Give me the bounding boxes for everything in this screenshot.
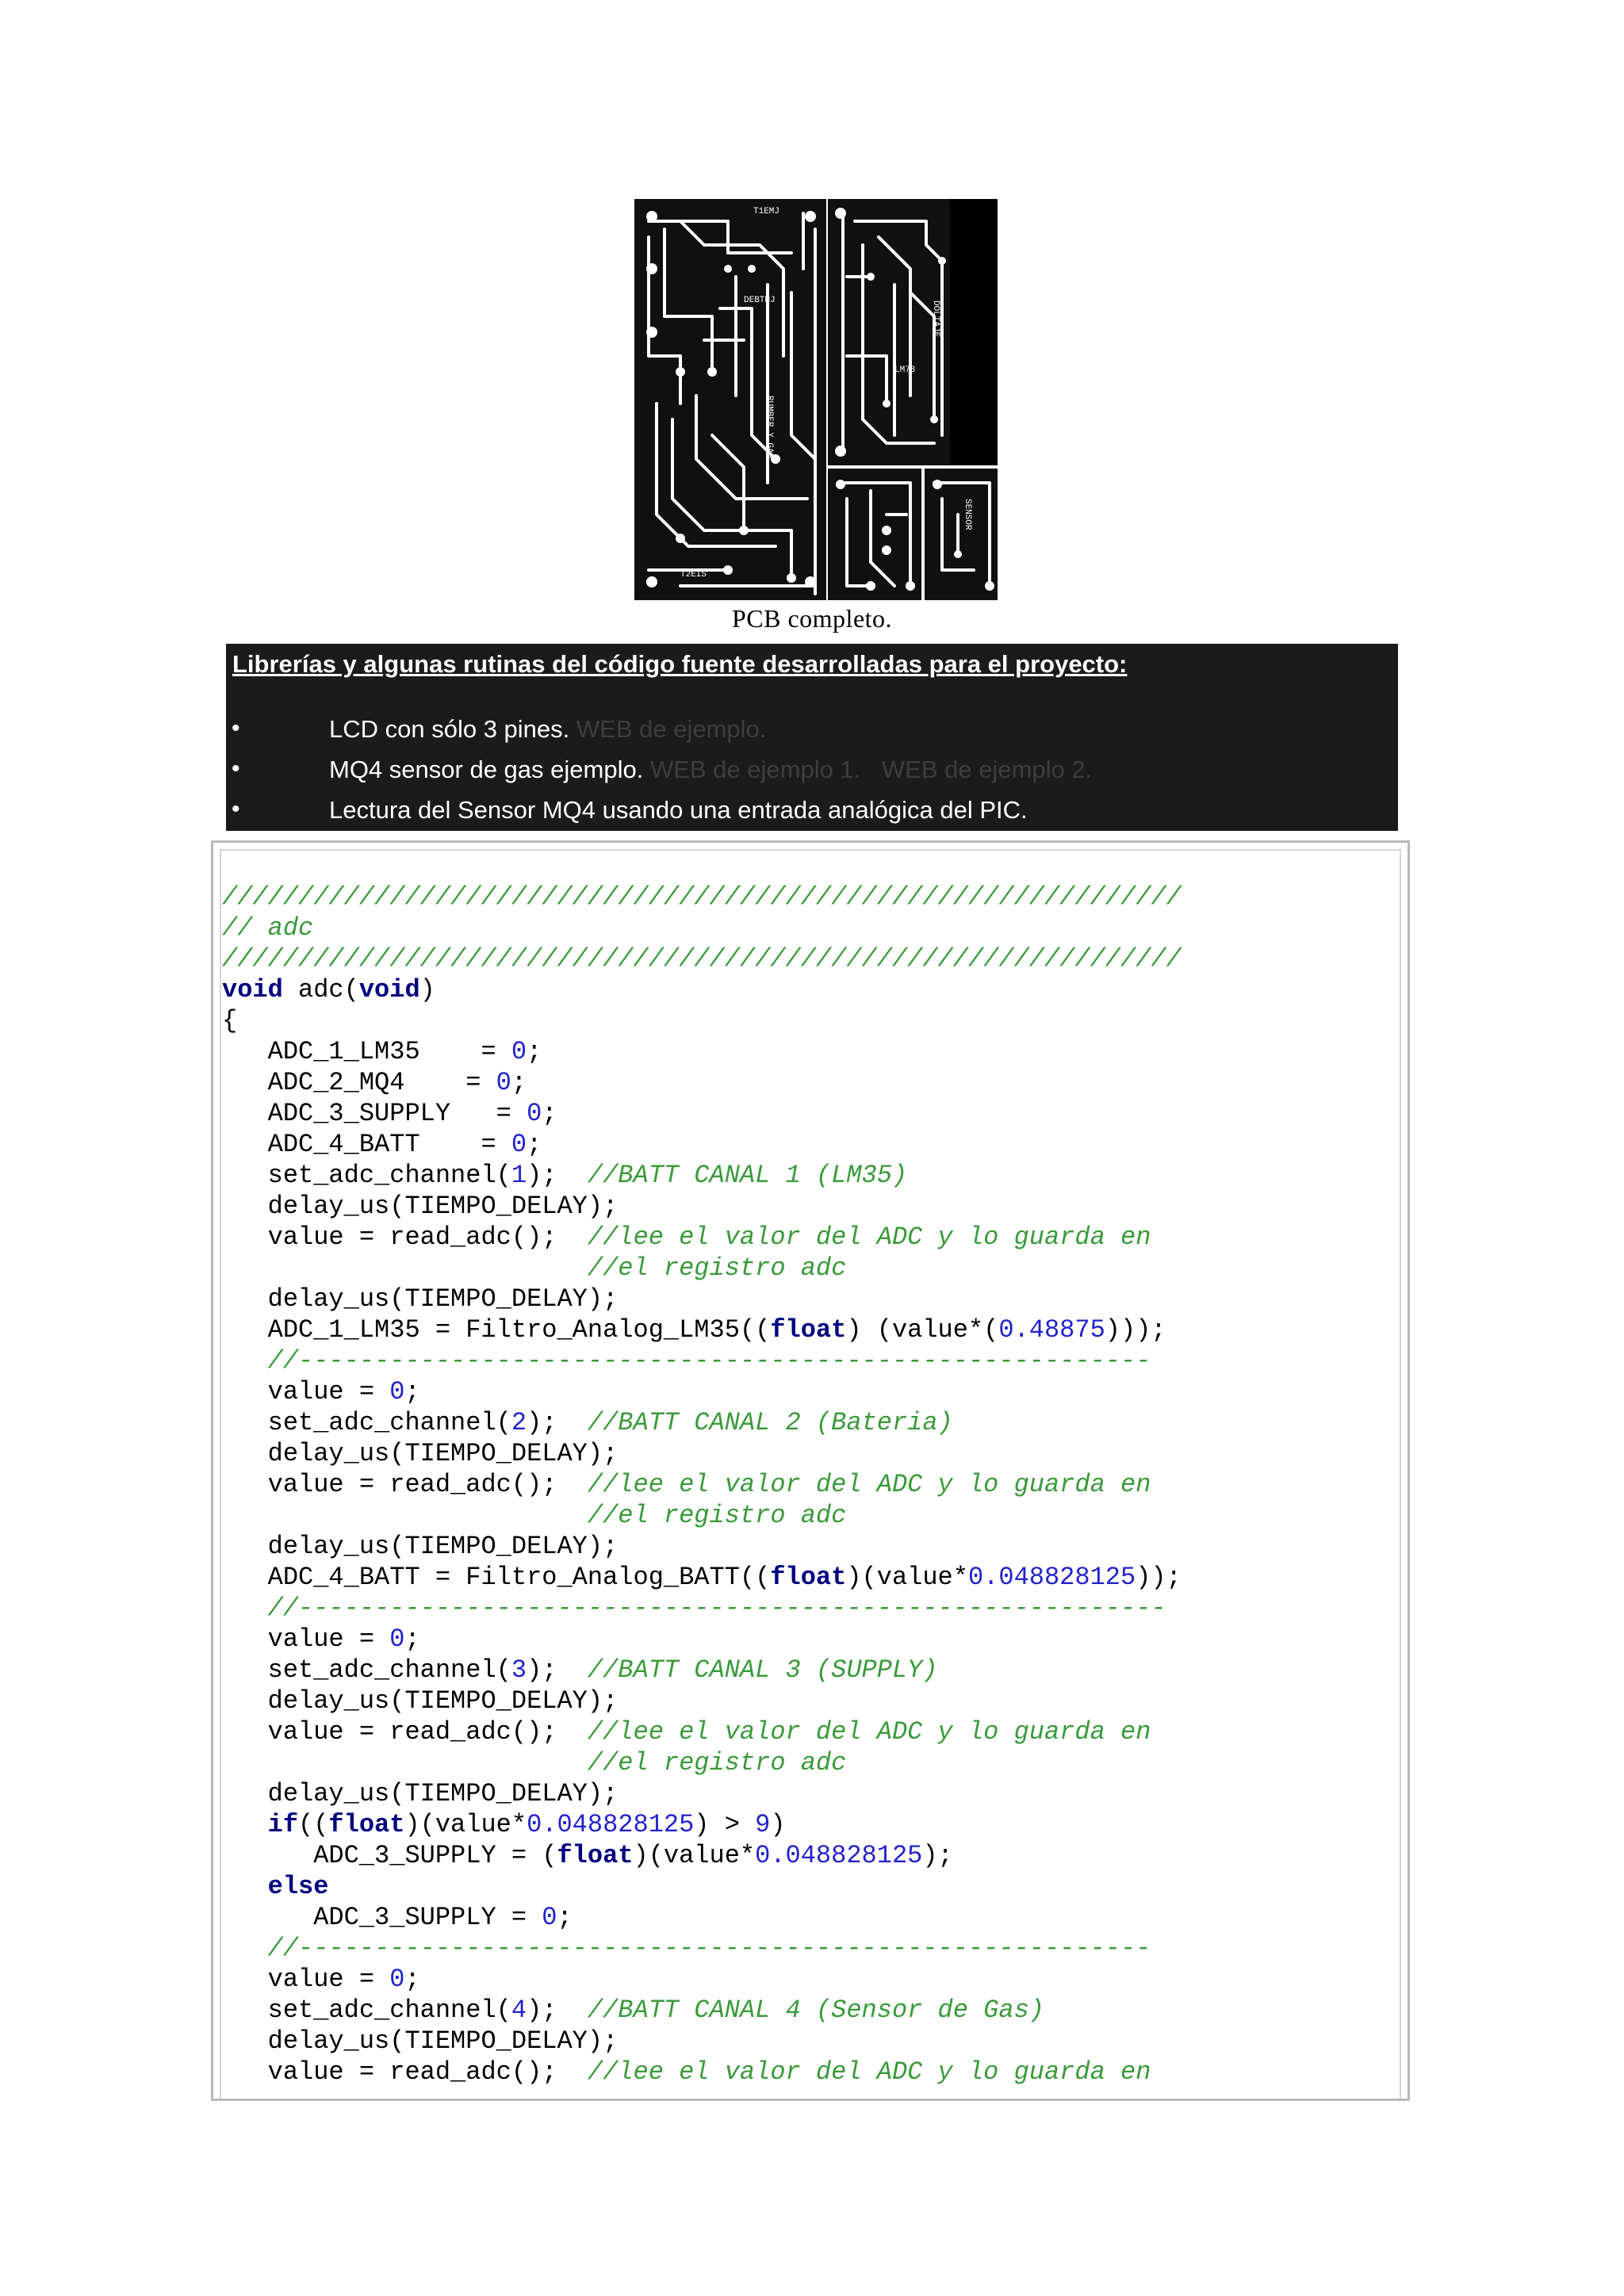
code-token: 1 <box>511 1161 527 1190</box>
code-line <box>222 1716 1182 1747</box>
code-token: ; <box>527 1130 542 1159</box>
bullet-text: Lectura del Sensor MQ4 usando una entrada analógica del PIC. <box>329 796 1028 824</box>
code-token: 0 <box>496 1068 511 1097</box>
code-token: //el registro adc <box>587 1748 847 1777</box>
code-token: delay_us(TIEMPO_DELAY); <box>222 1532 619 1561</box>
code-token: ADC_3_SUPPLY = ( <box>222 1841 557 1870</box>
code-line <box>222 882 1182 913</box>
code-line <box>222 1407 1182 1438</box>
link-web-ejemplo-2[interactable]: WEB de ejemplo 2. <box>881 756 1093 783</box>
svg-text:DEBTMJ: DEBTMJ <box>744 296 776 305</box>
code-token: void <box>222 975 283 1004</box>
code-line <box>222 943 1182 974</box>
code-token: { <box>222 1006 238 1035</box>
code-token: 9 <box>755 1810 771 1839</box>
code-line <box>222 1871 1182 1902</box>
code-line <box>222 1469 1182 1500</box>
code-line <box>222 1995 1182 2026</box>
code-line <box>222 1160 1182 1191</box>
code-token: delay_us(TIEMPO_DELAY); <box>222 2026 619 2056</box>
code-token: 0.48875 <box>998 1315 1105 1345</box>
code-token: ); <box>527 1655 588 1685</box>
code-token: ; <box>542 1099 557 1128</box>
code-token: ADC_1_LM35 = <box>222 1037 511 1066</box>
libraries-box <box>226 644 1398 831</box>
code-token: ADC_1_LM35 = Filtro_Analog_LM35(( <box>222 1315 771 1345</box>
code-line <box>222 1686 1182 1716</box>
code-token: value = read_adc(); <box>222 1223 588 1252</box>
code-token: float <box>328 1810 405 1839</box>
code-token: 0.048828125 <box>967 1563 1136 1592</box>
bullet-mq4 <box>226 756 1398 790</box>
code-token: ))); <box>1105 1315 1166 1345</box>
code-line <box>222 1964 1182 1995</box>
code-token: 4 <box>511 1996 527 2025</box>
code-line <box>222 913 1182 943</box>
bullet-dot-icon: • <box>232 756 240 782</box>
code-token: (( <box>298 1810 329 1839</box>
code-token: 0 <box>389 1624 405 1654</box>
code-token: 0 <box>527 1099 542 1128</box>
code-token: ); <box>527 1161 588 1190</box>
code-token: //el registro adc <box>587 1501 847 1530</box>
bullet-lectura <box>226 796 1398 831</box>
code-token: ADC_4_BATT = <box>222 1130 511 1159</box>
code-line <box>222 1778 1182 1809</box>
code-line <box>222 1345 1182 1376</box>
code-token: ADC_3_SUPPLY = <box>222 1099 527 1128</box>
code-token: /////////////////////////////////////////////////////////////// <box>222 944 1182 974</box>
code-token: //lee el valor del ADC y lo guarda en <box>587 1223 1151 1252</box>
code-token: 0 <box>389 1377 405 1406</box>
code-line <box>222 1067 1182 1098</box>
code-token: //-------------------------------------------------------- <box>222 1346 1151 1376</box>
code-token: /////////////////////////////////////////////////////////////// <box>222 882 1182 912</box>
code-token: delay_us(TIEMPO_DELAY); <box>222 1439 619 1468</box>
code-token: ); <box>527 1996 588 2025</box>
code-token: ) <box>419 975 435 1004</box>
bullet-dot-icon: • <box>232 715 240 741</box>
code-token: //lee el valor del ADC y lo guarda en <box>587 1717 1151 1747</box>
code-token: 0 <box>389 1965 405 1994</box>
code-token: )(value* <box>846 1563 968 1592</box>
code-line <box>222 1253 1182 1284</box>
code-token: value = read_adc(); <box>222 2057 588 2087</box>
code-token: if <box>267 1810 299 1839</box>
code-token: ) (value*( <box>846 1315 999 1345</box>
code-token: ; <box>557 1903 573 1932</box>
code-token: ; <box>511 1068 527 1097</box>
code-token: delay_us(TIEMPO_DELAY); <box>222 1686 619 1716</box>
code-token: adc( <box>282 975 359 1004</box>
code-token: float <box>770 1563 847 1592</box>
code-token: 0.048828125 <box>527 1810 695 1839</box>
code-token: //BATT CANAL 2 (Bateria) <box>587 1408 953 1437</box>
code-token: else <box>267 1872 329 1901</box>
code-token: set_adc_channel( <box>222 1408 511 1437</box>
bullet-text: MQ4 sensor de gas ejemplo. <box>329 756 644 783</box>
code-token: 2 <box>511 1408 527 1437</box>
svg-text:SENSOR: SENSOR <box>963 499 972 530</box>
code-token: // adc <box>222 913 314 943</box>
code-line <box>222 1222 1182 1253</box>
code-token: float <box>557 1841 634 1870</box>
code-token: //BATT CANAL 3 (SUPPLY) <box>587 1655 938 1685</box>
code-line <box>222 2026 1182 2057</box>
code-token: ADC_2_MQ4 = <box>222 1068 496 1097</box>
code-line <box>222 1593 1182 1624</box>
code-token: set_adc_channel( <box>222 1996 511 2025</box>
code-token: //-------------------------------------------------------- <box>222 1934 1151 1963</box>
svg-text:DOLTAJE: DOLTAJE <box>931 300 940 338</box>
code-token: ADC_3_SUPPLY = <box>222 1903 542 1932</box>
bullet-text: LCD con sólo 3 pines. <box>329 715 570 743</box>
code-line <box>222 1562 1182 1593</box>
svg-text:T1EMJ: T1EMJ <box>753 207 780 216</box>
code-token: ; <box>404 1965 420 1994</box>
code-line <box>222 1624 1182 1655</box>
code-line <box>222 1902 1182 1933</box>
link-web-ejemplo-1[interactable]: WEB de ejemplo 1. <box>649 756 861 783</box>
box-heading: Librerías y algunas rutinas del código fuente desarrolladas para el proyecto: <box>232 650 1128 678</box>
code-token: )); <box>1136 1563 1182 1592</box>
code-token: delay_us(TIEMPO_DELAY); <box>222 1284 619 1314</box>
svg-text:RUMBER Y GAS: RUMBER Y GAS <box>764 396 774 459</box>
code-token: ADC_4_BATT = Filtro_Analog_BATT(( <box>222 1563 771 1592</box>
code-token: //BATT CANAL 1 (LM35) <box>587 1161 908 1190</box>
code-token: 0 <box>511 1130 527 1159</box>
code-token <box>222 1810 268 1839</box>
code-token: float <box>770 1315 847 1345</box>
code-token <box>222 1501 588 1530</box>
code-line <box>222 1129 1182 1160</box>
code-token: //BATT CANAL 4 (Sensor de Gas) <box>587 1996 1044 2025</box>
link-web-ejemplo[interactable]: WEB de ejemplo. <box>576 715 767 743</box>
code-token: ); <box>922 1841 953 1870</box>
code-token: value = read_adc(); <box>222 1717 588 1747</box>
code-token: )(value* <box>633 1841 756 1870</box>
code-token: value = <box>222 1965 390 1994</box>
code-line <box>222 1284 1182 1314</box>
code-line <box>222 1809 1182 1840</box>
bullet-lcd <box>226 715 1398 750</box>
code-line <box>222 974 1182 1005</box>
code-token: )(value* <box>404 1810 527 1839</box>
code-token: //--------------------------------------------------------- <box>222 1594 1166 1623</box>
code-line <box>222 2057 1182 2087</box>
code-token: value = <box>222 1624 390 1654</box>
code-token: ) <box>770 1810 786 1839</box>
code-line <box>222 1191 1182 1222</box>
code-token: //el registro adc <box>587 1253 847 1283</box>
code-line <box>222 1376 1182 1407</box>
code-token: set_adc_channel( <box>222 1655 511 1685</box>
code-token <box>222 1748 588 1777</box>
code-line <box>222 1933 1182 1964</box>
code-token: delay_us(TIEMPO_DELAY); <box>222 1192 619 1221</box>
code-token: ; <box>404 1377 420 1406</box>
code-line <box>222 1531 1182 1562</box>
code-token: 3 <box>511 1655 527 1685</box>
code-line <box>222 1005 1182 1036</box>
figure-caption: PCB completo. <box>731 604 893 633</box>
code-line <box>222 1747 1182 1778</box>
code-line <box>222 1098 1182 1129</box>
code-line <box>222 1500 1182 1531</box>
code-token: ) > <box>694 1810 756 1839</box>
code-line <box>222 1314 1182 1345</box>
code-token <box>222 1253 588 1283</box>
code-token: //lee el valor del ADC y lo guarda en <box>587 2057 1151 2087</box>
code-line <box>222 1840 1182 1871</box>
code-token: ); <box>527 1408 588 1437</box>
bullet-dot-icon: • <box>232 796 240 822</box>
code-line <box>222 1655 1182 1686</box>
code-token <box>222 1872 268 1901</box>
code-token: void <box>358 975 420 1004</box>
code-token: value = <box>222 1377 390 1406</box>
code-token: 0 <box>542 1903 557 1932</box>
code-token: ; <box>527 1037 542 1066</box>
code-token: ; <box>404 1624 420 1654</box>
svg-text:LM78: LM78 <box>894 365 916 375</box>
code-line <box>222 1438 1182 1469</box>
pcb-image <box>633 197 999 602</box>
code-token: //lee el valor del ADC y lo guarda en <box>587 1470 1151 1499</box>
code-line <box>222 1036 1182 1067</box>
pcb-layout-drawing <box>633 197 999 602</box>
code-token: delay_us(TIEMPO_DELAY); <box>222 1779 619 1808</box>
code-token: 0.048828125 <box>755 1841 923 1870</box>
code-token: 0 <box>511 1037 527 1066</box>
code-listing <box>222 882 1182 2087</box>
code-token: set_adc_channel( <box>222 1161 511 1190</box>
code-token: value = read_adc(); <box>222 1470 588 1499</box>
svg-text:T2EIS: T2EIS <box>680 570 707 580</box>
